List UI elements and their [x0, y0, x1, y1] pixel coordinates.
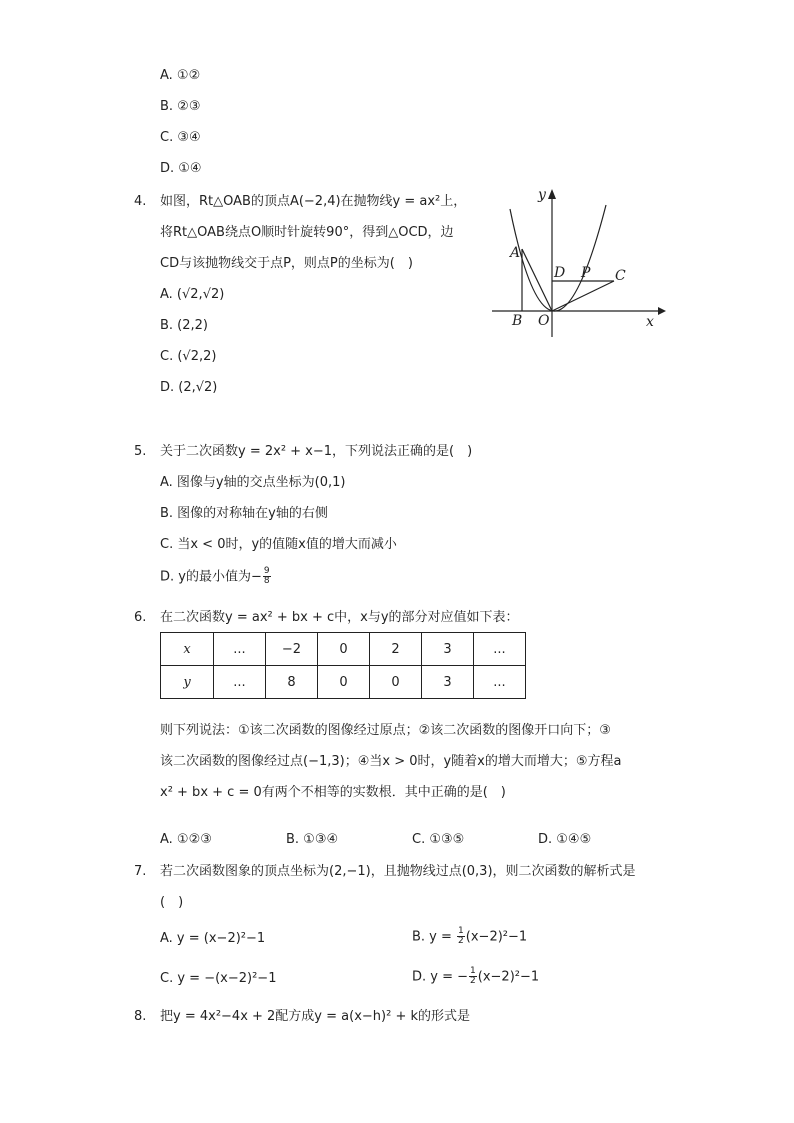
q3-option-c: C. ③④ [160, 130, 201, 145]
q6-value-table [160, 632, 526, 699]
q7-b-fraction [457, 927, 465, 947]
q5-stem: 关于二次函数y = 2x² + x−1，下列说法正确的是( ) [160, 444, 473, 459]
q7-line2: ( ) [160, 895, 184, 910]
q5-option-c: C. 当x < 0时，y的值随x值的增大而减小 [160, 537, 397, 552]
q3-option-d: D. ①④ [160, 161, 202, 176]
table-row [161, 666, 526, 699]
q4-line1: 如图，Rt△OAB的顶点A(−2,4)在抛物线y = ax²上， [160, 194, 467, 209]
q6-statement-line1: 则下列说法：①该二次函数的图像经过原点；②该二次函数的图像开口向下；③ [160, 723, 611, 738]
q4-option-c: C. (√2,2) [160, 349, 217, 364]
segment-oc [552, 281, 614, 311]
q6-statement-line2: 该二次函数的图像经过点(−1,3)；④当x > 0时，y随着x的增大而增大；⑤方程a [160, 754, 622, 769]
q4-number: 4. [134, 194, 147, 209]
x-axis-arrow [658, 307, 666, 315]
q7-line1: 若二次函数图象的顶点坐标为(2,−1)，且抛物线过点(0,3)，则二次函数的解析式是 [160, 864, 636, 879]
q5-option-d-prefix: D. y的最小值为− [160, 569, 262, 585]
q5-option-d [160, 567, 272, 587]
table-cell: ... [214, 633, 266, 666]
q4-line2: 将Rt△OAB绕点O顺时针旋转90°，得到△OCD，边 [160, 225, 454, 240]
q6-option-a: A. ①②③ [160, 832, 212, 847]
q6-option-d: D. ①④⑤ [538, 832, 592, 847]
segment-ao [522, 249, 552, 311]
table-cell: 2 [370, 633, 422, 666]
table-cell: 8 [266, 666, 318, 699]
q7-option-d [412, 967, 539, 987]
table-cell: ... [474, 666, 526, 699]
q7-b-prefix: B. y = [412, 929, 457, 945]
label-y: y [538, 187, 546, 203]
q6-option-b: B. ①③④ [286, 832, 339, 847]
table-cell: 3 [422, 633, 474, 666]
q7-d-suffix: (x−2)²−1 [477, 969, 540, 985]
q6-option-c: C. ①③⑤ [412, 832, 465, 847]
q7-number: 7. [134, 864, 147, 879]
q8-number: 8. [134, 1009, 147, 1024]
table-cell: 0 [318, 633, 370, 666]
parabola-curve [510, 205, 606, 311]
label-b: B [512, 313, 523, 329]
label-x: x [646, 314, 654, 330]
table-cell: 3 [422, 666, 474, 699]
table-row [161, 633, 526, 666]
q8-stem: 把y = 4x²−4x + 2配方成y = a(x−h)² + k的形式是 [160, 1009, 470, 1024]
q5-option-d-fraction [263, 567, 271, 587]
table-cell: 0 [318, 666, 370, 699]
table-cell: y [161, 666, 214, 699]
q6-number: 6. [134, 610, 147, 625]
q7-b-numerator: 1 [458, 926, 464, 936]
q7-option-a: A. y = (x−2)²−1 [160, 931, 266, 946]
q7-d-numerator: 1 [470, 966, 476, 976]
q4-option-b: B. (2,2) [160, 318, 209, 333]
q4-line3: CD与该抛物线交于点P，则点P的坐标为( ) [160, 256, 413, 271]
q5-d-numerator: 9 [263, 566, 270, 576]
table-cell: x [161, 633, 214, 666]
label-d: D [554, 265, 566, 281]
q5-number: 5. [134, 444, 147, 459]
q6-statement-line3: x² + bx + c = 0有两个不相等的实数根．其中正确的是( ) [160, 785, 506, 800]
label-a: A [510, 245, 521, 261]
y-axis-arrow [548, 189, 556, 199]
label-c: C [615, 268, 626, 284]
label-p: P [581, 265, 591, 281]
q7-option-c: C. y = −(x−2)²−1 [160, 971, 277, 986]
table-cell: ... [474, 633, 526, 666]
q7-d-prefix: D. y = − [412, 969, 469, 985]
q7-option-b [412, 927, 527, 947]
q3-option-a: A. ①② [160, 68, 201, 83]
q7-b-suffix: (x−2)²−1 [465, 929, 528, 945]
table-cell: −2 [266, 633, 318, 666]
label-o: O [538, 313, 550, 329]
q3-option-b: B. ②③ [160, 99, 201, 114]
q4-option-a: A. (√2,√2) [160, 287, 225, 302]
q4-figure [488, 185, 668, 345]
q7-b-denominator: 2 [458, 936, 464, 947]
q7-d-denominator: 2 [470, 976, 476, 987]
table-cell: 0 [370, 666, 422, 699]
q6-stem: 在二次函数y = ax² + bx + c中，x与y的部分对应值如下表： [160, 610, 519, 625]
q5-option-b: B. 图像的对称轴在y轴的右侧 [160, 506, 328, 521]
q7-d-fraction [469, 967, 477, 987]
q5-option-a: A. 图像与y轴的交点坐标为(0,1) [160, 475, 346, 490]
q5-d-denominator: 8 [263, 576, 270, 587]
table-cell: ... [214, 666, 266, 699]
q4-option-d: D. (2,√2) [160, 380, 218, 395]
